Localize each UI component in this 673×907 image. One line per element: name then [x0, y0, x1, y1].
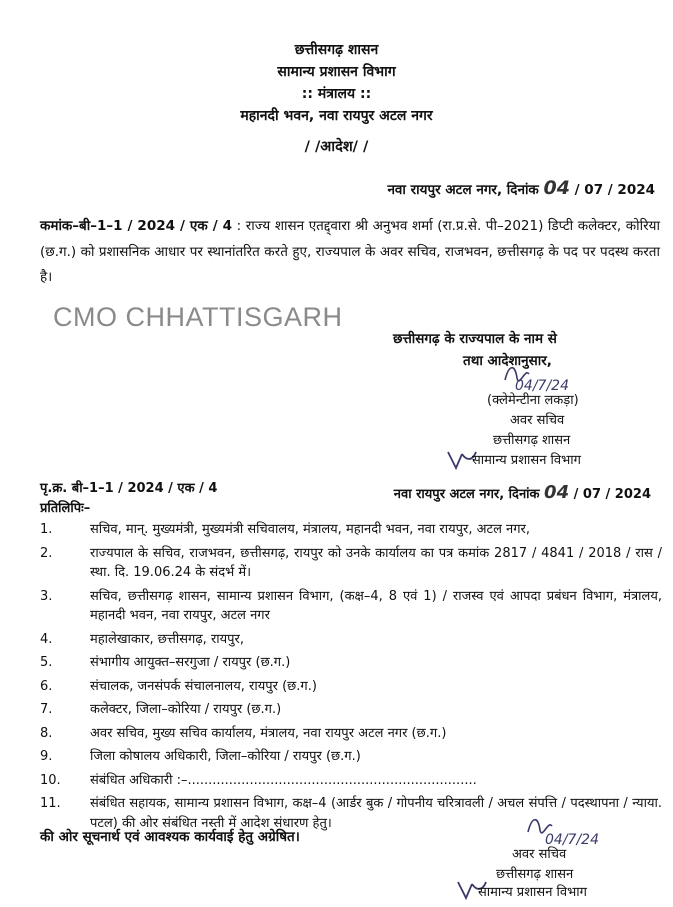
signature1-handwritten-date: 04/7/24 — [515, 378, 569, 394]
order-date-day: 04 — [543, 177, 570, 199]
signature1-dept: सामान्य प्रशासन विभाग — [472, 453, 581, 468]
copy-label: प्रतिलिपिः– — [40, 501, 91, 516]
list-item: 9. जिला कोषालय अधिकारी, जिला–कोरिया / रायपुर (छ.ग.) — [40, 749, 361, 764]
list-item: 7. कलेक्टर, जिला–कोरिया / रायपुर (छ.ग.) — [40, 702, 282, 717]
signature2-org: छत्तीसगढ़ शासन — [496, 867, 574, 882]
order-date — [387, 175, 655, 203]
header-department: सामान्य प्रशासन विभाग — [277, 64, 396, 80]
order-date-prefix: नवा रायपुर अटल नगर, दिनांक — [387, 182, 539, 198]
watermark: CMO CHHATTISGARH — [53, 302, 343, 332]
signature1-designation: अवर सचिव — [510, 413, 565, 428]
order-paragraph — [40, 214, 660, 291]
order-date-rest: / 07 / 2024 — [574, 182, 655, 198]
order-title: / /आदेश/ / — [304, 139, 369, 155]
endorsement-date-prefix: नवा रायपुर अटल नगर, दिनांक — [393, 487, 540, 502]
list-item: 1. सचिव, मान्. मुख्यमंत्री, मुख्यमंत्री सचिवालय, मंत्रालय, महानदी भवन, नवा रायपुर, अटल नगर, — [40, 522, 531, 537]
signature2-dept: सामान्य प्रशासन विभाग — [478, 885, 587, 900]
signature2-designation: अवर सचिव — [512, 847, 567, 862]
header-government: छत्तीसगढ़ शासन — [294, 42, 379, 58]
copies-list — [40, 520, 662, 837]
closing-line: की ओर सूचनार्थ एवं आवश्यक कार्यवाई हेतु अग्रेषित। — [40, 829, 300, 845]
order-body: : राज्य शासन एतद्द्वारा श्री अनुभव शर्मा (रा.प्र.से. पी–2021) डिप्टी कलेक्टर, कोरिया (छ.ग.) को प्रशासनिक आधार पर स्थानांतरित करते हुए, राज्यपाल के अवर सचिव, राजभवन, छत्तीसगढ़ के पद पर पदस्थ करता है। — [40, 218, 660, 286]
signature1-line1: छत्तीसगढ़ के राज्यपाल के नाम से — [393, 331, 557, 347]
signature1-org: छत्तीसगढ़ शासन — [493, 433, 571, 448]
order-number: कमांक–बी–1–1 / 2024 / एक / 4 — [40, 218, 232, 234]
endorsement-date-day: 04 — [544, 482, 570, 503]
header-ministry: :: मंत्रालय :: — [301, 86, 372, 102]
list-item: 8. अवर सचिव, मुख्य सचिव कार्यालय, मंत्रालय, नवा रायपुर अटल नगर (छ.ग.) — [40, 725, 447, 741]
list-item: 6. संचालक, जनसंपर्क संचालनालय, रायपुर (छ.ग.) — [40, 678, 317, 694]
signature1-line2: तथा आदेशानुसार, — [463, 353, 552, 369]
endorsement-date — [394, 480, 651, 506]
signature1-name: (क्लेमेन्टीना लकड़ा) — [487, 393, 579, 408]
header-address: महानदी भवन, नवा रायपुर अटल नगर — [240, 108, 433, 124]
endorsement-date-rest: / 07 / 2024 — [573, 487, 651, 502]
signature2-handwritten-date: 04/7/24 — [545, 832, 599, 848]
endorsement-number: पृ.क्र. बी–1–1 / 2024 / एक / 4 — [40, 481, 218, 496]
list-item: 2. राज्यपाल के सचिव, राजभवन, छत्तीसगढ़, रायपुर को उनके कार्यालय का पत्र कमांक 2817 / 4841 / 2018 / रास / स्था. दि. 19.06.24 के संदर्भ में। — [40, 545, 662, 580]
list-item: 5. संभागीय आयुक्त–सरगुजा / रायपुर (छ.ग.) — [40, 655, 291, 670]
list-item: 3. सचिव, छत्तीसगढ़ शासन, सामान्य प्रशासन विभाग, (कक्ष–4, 8 एवं 1) / राजस्व एवं आपदा प्रबंधन विभाग, मंत्रालय, महानदी भवन, नवा रायपुर, अटल नगर — [40, 588, 662, 623]
list-item: 11. संबंधित सहायक, सामान्य प्रशासन विभाग, कक्ष–4 (आर्डर बुक / गोपनीय चरित्रावली / अचल संपत्ति / पदस्थापना / न्याया. पटल) की ओर संबंधित नस्ती में आदेश संधारण हेतु। — [40, 796, 662, 831]
list-item: 4. महालेखाकार, छत्तीसगढ़, रायपुर, — [40, 631, 245, 647]
list-item: 10. संबंधित अधिकारी :–...................................................................... — [40, 772, 477, 788]
